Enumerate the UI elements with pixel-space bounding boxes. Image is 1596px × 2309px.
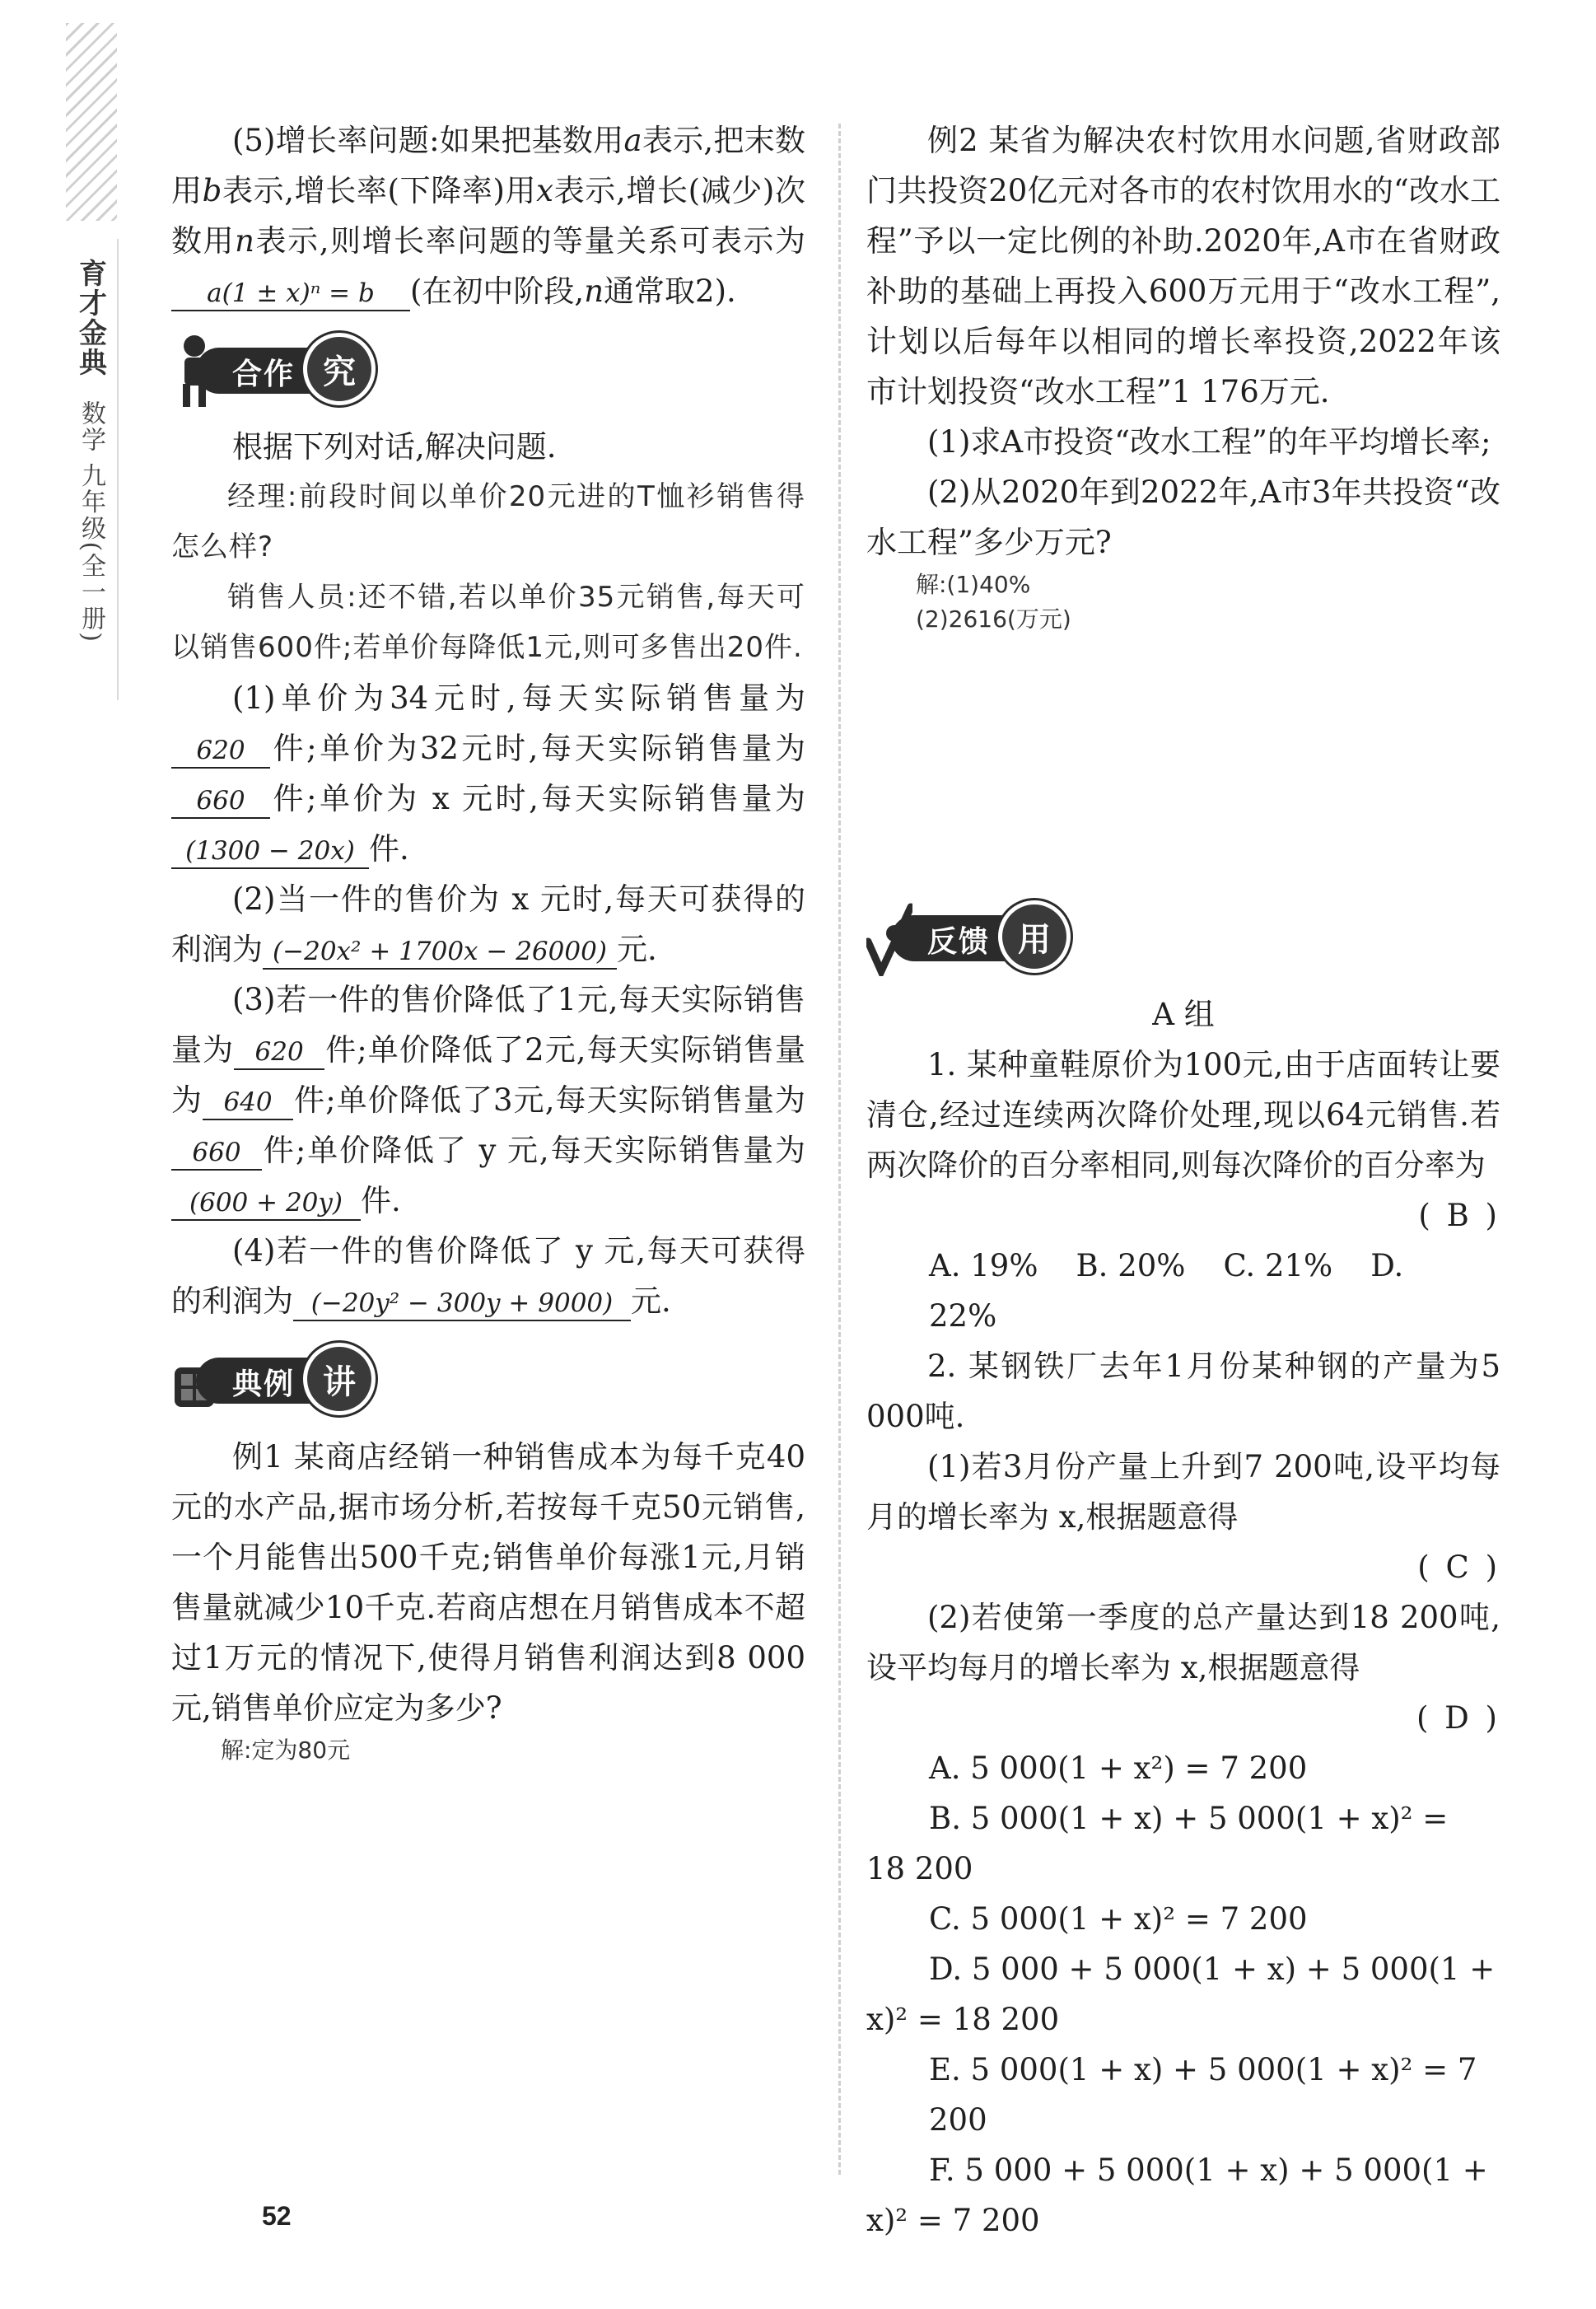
banner-badge: 用	[998, 900, 1071, 973]
answer-blank: 620	[171, 734, 270, 769]
group-title: A 组	[1152, 997, 1215, 1032]
answer-blank: 660	[171, 784, 270, 819]
example-2-answer-1: 解:(1)40%	[916, 571, 1031, 598]
option-e: E. 5 000(1 + x) + 5 000(1 + x)² = 7 200	[929, 2052, 1477, 2138]
option: A. 19%	[929, 1248, 1038, 1283]
problem-2-q1-choice: ( C )	[1417, 1549, 1500, 1585]
option-d-line1: D. 5 000 + 5 000(1 + x) + 5 000(1 +	[929, 1951, 1496, 1987]
option-c: C. 5 000(1 + x)² = 7 200	[929, 1901, 1308, 1937]
option: B. 20%	[1076, 1248, 1186, 1283]
left-column	[171, 115, 805, 1768]
intro-text: 根据下列对话,解决问题.	[232, 429, 557, 465]
answer-blank: 640	[203, 1086, 293, 1120]
answer-blank: a(1 ± x)ⁿ = b	[171, 277, 410, 311]
banner-title: 反馈	[927, 925, 991, 959]
section-banner-cooperation	[171, 326, 805, 417]
question-4: (4)若一件的售价降低了 y 元,每天可获得的利润为 (−20y² − 300y + 9000) 元.	[171, 1226, 805, 1326]
option-d-line2: x)² = 18 200	[866, 2002, 1060, 2037]
problem-2-q2: (2)若使第一季度的总产量达到18 200吨,设平均每月的增长率为 x,根据题意得	[866, 1600, 1500, 1685]
example-2-q1: (1)求A市投资“改水工程”的年平均增长率;	[927, 424, 1491, 460]
example-2: 例2 某省为解决农村饮用水问题,省财政部门共投资20亿元对各市的农村饮用水的“改水工程”予以一定比例的补助.2020年,A市在省财政补助的基础上再投入600万元用于“改水工程”,计划以后每年以相同的增长率投资,2022年该市计划投资“改水工程”1 176万元.	[866, 123, 1500, 409]
banner-badge: 讲	[303, 1343, 376, 1415]
answer-blank: 660	[171, 1136, 262, 1171]
example-1: 例1 某商店经销一种销售成本为每千克40元的水产品,据市场分析,若按每千克50元销售,一个月能售出500千克;销售单价每涨1元,月销售量就减少10千克.若商店想在月销售成本不超过1万元的情况下,使得月销售利润达到8 000元,销售单价应定为多少?	[171, 1439, 805, 1726]
option-b-line1: B. 5 000(1 + x) + 5 000(1 + x)² =	[929, 1801, 1449, 1836]
sidebar	[64, 239, 119, 700]
answer-blank: (600 + 20y)	[171, 1186, 361, 1221]
problem-2: 2. 某钢铁厂去年1月份某种钢的产量为5 000吨.	[866, 1348, 1500, 1434]
option: C. 21%	[1223, 1248, 1333, 1283]
example-2-answer-2: (2)2616(万元)	[916, 605, 1071, 633]
question-2: (2)当一件的售价为 x 元时,每天可获得的利润为 (−20x² + 1700x − 26000) 元.	[171, 874, 805, 975]
corner-hatch-decoration	[66, 23, 117, 221]
page-number: 52	[262, 2201, 292, 2231]
problem-1-choice: ( B )	[1418, 1198, 1500, 1233]
question-3: (3)若一件的售价降低了1元,每天实际销售量为 620 件;单价降低了2元,每天实际销售量为 640 件;单价降低了3元,每天实际销售量为660 件;单价降低了 y 元,每天实际销售量为(600 + 20y) 件.	[171, 975, 805, 1226]
answer-blank: 620	[234, 1035, 324, 1070]
answer-blank: (−20y² − 300y + 9000)	[293, 1287, 631, 1321]
column-divider	[838, 124, 841, 2175]
example-2-q2: (2)从2020年到2022年,A市3年共投资“改水工程”多少万元?	[866, 474, 1500, 560]
growth-rate-paragraph: (5)增长率问题:如果把基数用a表示,把末数用b表示,增长率(下降率)用x表示,增长(减少)次数用n表示,则增长率问题的等量关系可表示为a(1 ± x)ⁿ = b (在初中阶段,n通常取2).	[171, 115, 805, 316]
question-1: (1)单价为34元时,每天实际销售量为620 件;单价为32元时,每天实际销售量为660 件;单价为 x 元时,每天实际销售量为(1300 − 20x) 件.	[171, 673, 805, 874]
section-banner-feedback	[866, 894, 1500, 984]
problem-1-options	[866, 1241, 1500, 1341]
section-banner-examples	[171, 1336, 805, 1427]
option-b-line2: 18 200	[866, 1851, 973, 1886]
problem-2-q1: (1)若3月份产量上升到7 200吨,设平均每月的增长率为 x,根据题意得	[866, 1449, 1500, 1535]
option-f-line1: F. 5 000 + 5 000(1 + x) + 5 000(1 +	[929, 2152, 1488, 2188]
option: D. 22%	[929, 1248, 1404, 1334]
example-1-answer: 解:定为80元	[221, 1736, 351, 1764]
dialog-sales: 销售人员:还不错,若以单价35元销售,每天可以销售600件;若单价每降低1元,则可多售出20件.	[171, 581, 805, 664]
banner-title: 典例	[232, 1367, 296, 1401]
banner-title: 合作	[232, 358, 296, 391]
dialog-manager: 经理:前段时间以单价20元进的T恤衫销售得怎么样?	[171, 480, 805, 563]
problem-2-q2-choice: ( D )	[1416, 1700, 1500, 1736]
answer-blank: (1300 − 20x)	[171, 834, 369, 869]
option-f-line2: x)² = 7 200	[866, 2203, 1040, 2238]
answer-blank: (−20x² + 1700x − 26000)	[263, 935, 617, 970]
banner-badge: 究	[303, 333, 376, 405]
problem-1: 1. 某种童鞋原价为100元,由于店面转让要清仓,经过连续两次降价处理,现以64元销售.若两次降价的百分率相同,则每次降价的百分率为	[866, 1047, 1500, 1183]
option-a: A. 5 000(1 + x²) = 7 200	[929, 1750, 1308, 1786]
right-column	[866, 115, 1500, 2246]
sidebar-brand: 育才金典	[73, 259, 107, 377]
sidebar-subject: 数学 九年级(全一册)	[77, 400, 105, 643]
